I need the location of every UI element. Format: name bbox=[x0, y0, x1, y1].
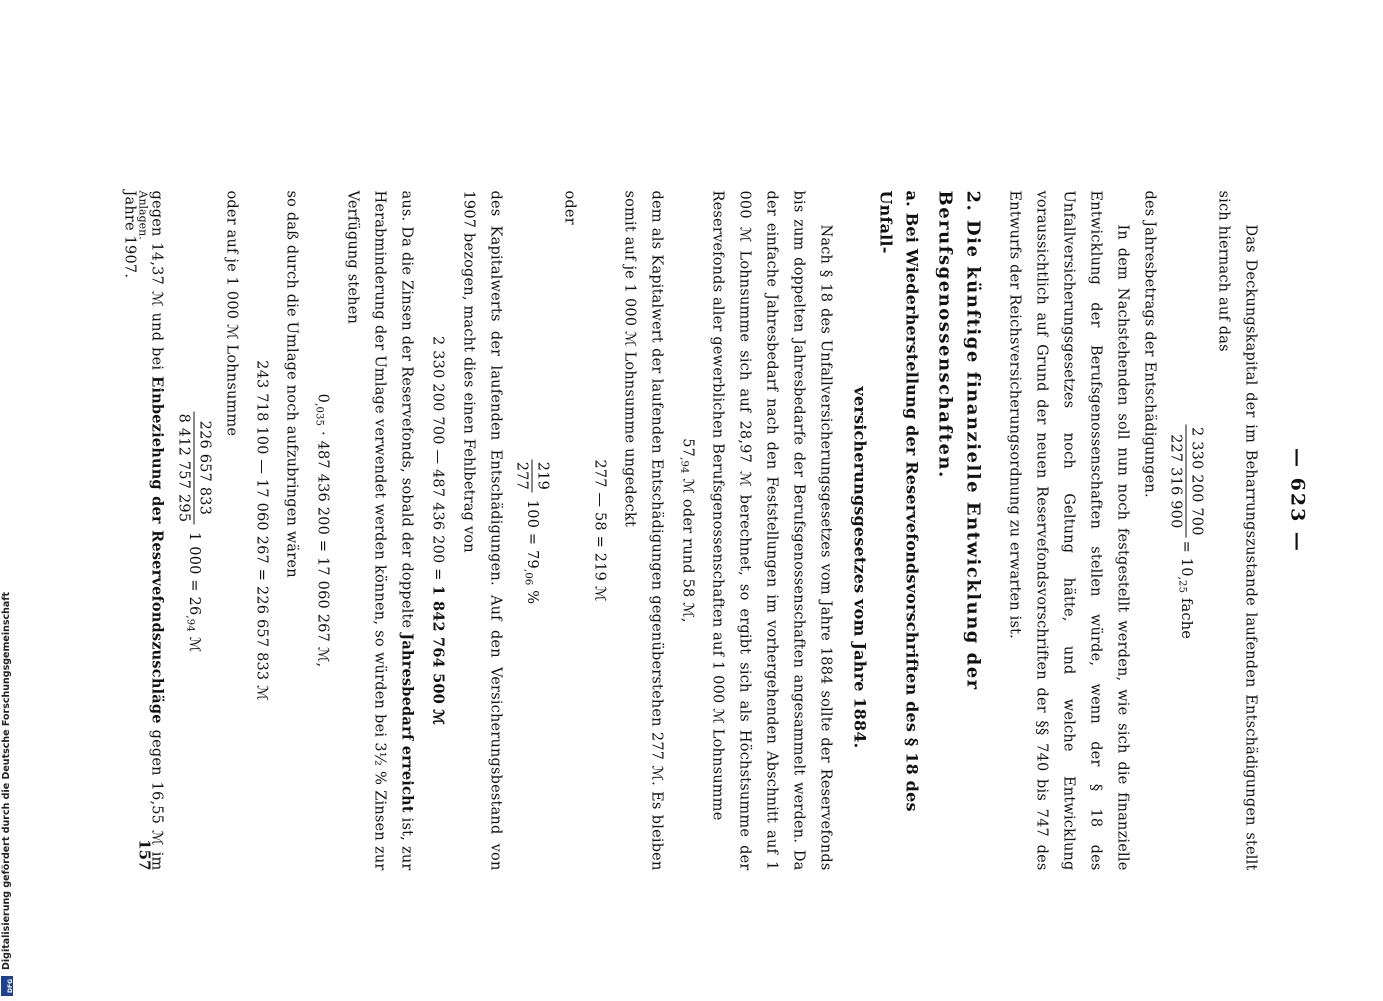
formula-tail: ℳ oder rund 58 ℳ, bbox=[679, 473, 695, 623]
formula-equals: = 10 bbox=[1177, 540, 1194, 577]
fraction bbox=[173, 412, 214, 525]
text-emphasis: Jahresbedarf erreicht bbox=[398, 633, 415, 813]
subsection-title-line1: a. Bei Wiederherstellung der Reservefondsvorschriften des § 18 des Unfall- bbox=[876, 190, 921, 812]
page-content bbox=[115, 191, 1263, 871]
formula-decimal: ,25 bbox=[1176, 576, 1188, 594]
formula-ungedeckt: 277 — 58 = 219 ℳ bbox=[591, 459, 607, 602]
text-run: aus. Da die Zinsen der Reservefonds, sobald der doppelte bbox=[398, 190, 414, 634]
formula-value: 57 bbox=[679, 438, 695, 458]
subsection-title bbox=[846, 191, 924, 871]
text-run: gegen 14,37 ℳ und bei bbox=[148, 190, 164, 377]
formula-tail: · 487 436 200 = 17 060 267 ℳ, bbox=[314, 426, 330, 668]
formula-value: 0 bbox=[314, 393, 330, 404]
paragraph-deckungskapital: Das Deckungskapital der im Beharrungszustande laufenden Entschädigungen stellt sich hiernach auf das bbox=[1215, 190, 1258, 871]
fraction-numerator: 219 bbox=[531, 460, 552, 492]
formula-hoechstsumme bbox=[672, 191, 700, 871]
formula-prozent bbox=[511, 191, 552, 871]
footer-label: Anlagen. bbox=[136, 190, 149, 240]
fraction-numerator: 2 330 200 700 bbox=[1185, 425, 1206, 538]
formula-zinsen bbox=[307, 191, 335, 871]
formula-umlage: 243 718 100 — 17 060 267 = 226 657 833 ℳ bbox=[253, 360, 269, 701]
paragraph-paragraph-18: Nach § 18 des Unfallversicherungsgesetzes vom Jahre 1884 sollte der Reservefonds bis zum doppelten Jahresbedarfe der Berufsgenossenschaften angesammelt werden. Da der einfache Jahresbedarf nach den Feststellungen im vorhergehenden Abschnitt auf 1 000 ℳ Lohnsumme sich auf 28,97 ℳ berechnet, so ergibt sich als Höchstsumme der Reservefonds aller gewerblichen Berufsgenossenschaften auf 1 000 ℳ Lohnsumme bbox=[709, 190, 833, 871]
formula-lohnsumme bbox=[173, 191, 214, 871]
paragraph-lohnsumme: oder auf je 1 000 ℳ Lohnsumme bbox=[223, 190, 239, 437]
text-emphasis: Einbeziehung der Reservefondszuschläge bbox=[148, 376, 165, 724]
fraction bbox=[1165, 425, 1206, 538]
rotated-document-page bbox=[0, 1, 1383, 1001]
paragraph-fehlbetrag: des Kapitalwerts der laufenden Entschädigungen. Auf den Versicherungsbestand von 1907 bezogen, macht dies einen Fehlbetrag von bbox=[460, 190, 503, 871]
footer-sheet-number: 157 bbox=[135, 839, 153, 871]
formula-tail: ℳ bbox=[185, 631, 202, 653]
formula-tail: % bbox=[523, 585, 540, 605]
fraction-numerator: 226 657 833 bbox=[193, 412, 214, 525]
fraction-denominator: 8 412 757 295 bbox=[175, 413, 191, 523]
dfg-logo: DFG bbox=[1, 976, 13, 996]
formula-deckungskapital bbox=[1165, 191, 1206, 871]
formula-decimal: ,94 bbox=[184, 615, 196, 632]
paragraph-jahresbetrag: des Jahresbetrags der Entschädigungen. bbox=[1141, 190, 1157, 498]
page-number: — 623 — bbox=[1286, 448, 1308, 553]
digitization-notice bbox=[0, 592, 14, 1000]
text-run: gegen 16,55 ℳ im Jahre 1907. bbox=[121, 190, 164, 871]
fraction bbox=[511, 460, 552, 492]
paragraph-kapitalwert: dem als Kapitalwert der laufenden Entschädigungen gegenüberstehen 277 ℳ. Es bleiben somit auf je 1 000 ℳ Lohnsumme ungedeckt bbox=[621, 190, 664, 871]
paragraph-umlage: so daß durch die Umlage noch aufzubringen wären bbox=[283, 190, 299, 578]
page-footer bbox=[135, 191, 153, 871]
formula-decimal: ,035 bbox=[313, 403, 324, 427]
paragraph-nachstehenden: In dem Nachstehenden soll nun noch festgestellt werden, wie sich die finanzielle Entwicklung der Berufsgenossenschaften stellen würde, wenn der § 18 des Unfallversicherungsgesetzes noch Geltung hätte, und welche Entwicklung voraussichtlich auf Grund der neuen Reservefondsvorschriften der §§ 740 bis 747 des Entwurfs der Reichsversicherungsordnung zu erwarten ist. bbox=[1006, 190, 1130, 871]
digitization-note-text: Digitalisierung gefördert durch die Deutsche Forschungsgemeinschaft bbox=[1, 592, 12, 970]
fraction-denominator: 277 bbox=[513, 461, 529, 491]
formula-decimal: ,94 bbox=[678, 457, 689, 474]
section-title: 2. Die künftige finanzielle Entwicklung der Berufsgenossenschaften. bbox=[934, 190, 983, 691]
fraction-denominator: 227 316 900 bbox=[1167, 434, 1183, 529]
formula-tail: fache bbox=[1177, 593, 1194, 640]
subsection-title-line2: versicherungsgesetzes vom Jahre 1884. bbox=[850, 386, 869, 749]
formula-equals: 100 = 79 bbox=[523, 495, 540, 569]
formula-expression: 2 330 200 700 — 487 436 200 = bbox=[429, 335, 445, 586]
formula-fehlbetrag bbox=[423, 191, 451, 871]
paragraph-zinsen bbox=[338, 191, 420, 871]
formula-decimal: ,06 bbox=[522, 568, 534, 586]
formula-equals: 1 000 = 26 bbox=[185, 527, 202, 616]
text-run: ist, zur Herabminderung der Umlage verwendet werden können, so würden bei 3½ % Zinsen zur Verfügung stehen bbox=[344, 190, 414, 871]
paragraph-oder: oder bbox=[561, 190, 577, 225]
formula-result: 1 842 764 500 ℳ bbox=[429, 585, 446, 725]
